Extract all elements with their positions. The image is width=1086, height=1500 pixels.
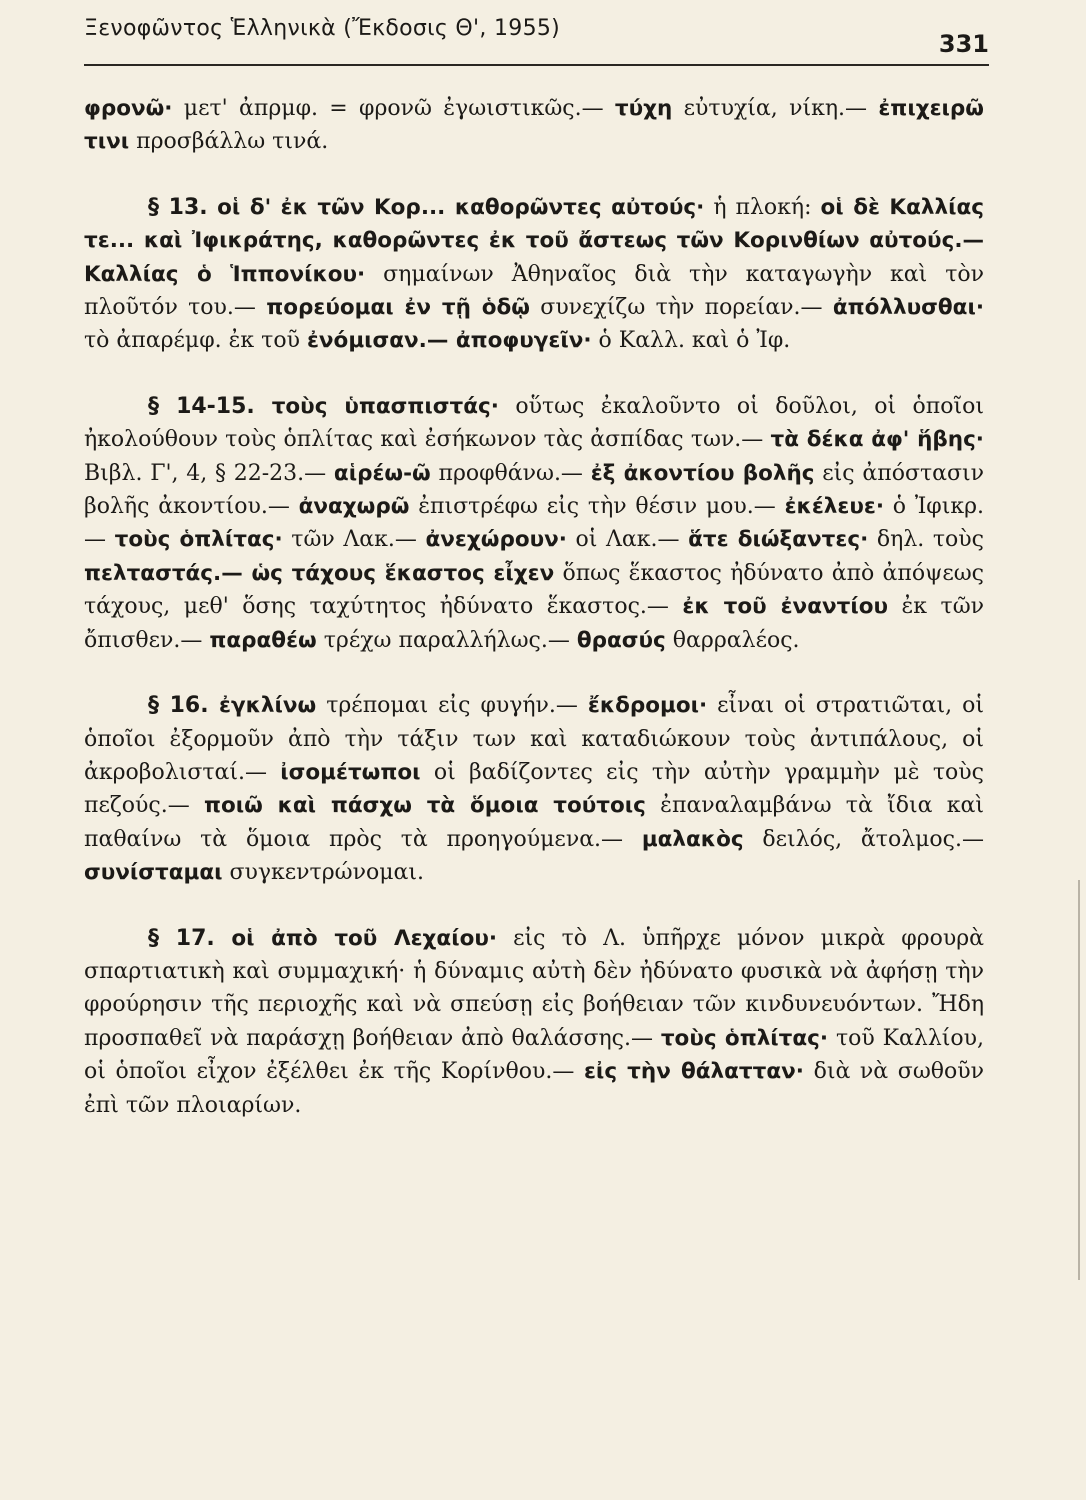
headword: μαλακὸς — [641, 826, 744, 852]
page-edge-shadow — [1070, 880, 1080, 1280]
gloss: προσβάλλω τινά. — [129, 129, 329, 155]
gloss: ἐκ τῶν ὄπισθεν.— — [84, 594, 985, 653]
gloss: σημαίνων Ἀθηναῖος διὰ τὴν καταγωγὴν καὶ τὸν πλοῦτόν του.— — [84, 261, 984, 321]
headword: εἰς τὴν θάλατταν· — [583, 1059, 804, 1085]
gloss: διὰ νὰ σωθοῦν ἐπὶ τῶν πλοιαρίων. — [84, 1059, 984, 1118]
headword: αἱρέω-ῶ — [333, 460, 431, 486]
headword: οἱ ἀπὸ τοῦ Λεχαίου· — [214, 925, 498, 951]
gloss: εἶναι οἱ στρατιῶται, οἱ ὁποῖοι ἐξορμοῦν ἀπὸ τὴν τάξιν των καὶ καταδιώκουν τοὺς ἀντιπάλους, οἱ ἀκροβολισταί.— — [84, 693, 984, 785]
gloss: ὁ Ἰφικρ.— — [84, 494, 985, 553]
gloss: μετ' ἀπρμφ. = φρονῶ ἐγωιστικῶς.— — [172, 96, 615, 121]
headword: συνίσταμαι — [84, 860, 223, 886]
headword: πελταστάς.— ὡς τάχους ἕκαστος εἶχεν — [84, 560, 555, 586]
headword: ἔκδρομοι· — [587, 693, 708, 719]
paragraph-section-17 — [84, 922, 984, 1122]
gloss: τοῦ Καλλίου, οἱ ὁποῖοι εἶχον ἐξέλθει ἐκ τῆς Κορίνθου.— — [84, 1025, 984, 1085]
headword: ἐξ ἀκοντίου βολῆς — [590, 460, 815, 486]
running-header — [84, 6, 989, 66]
headword: οἱ δὲ Καλλίας τε... καὶ Ἰφικράτης, καθορῶντες ἐκ τοῦ ἄστεως τῶν Κορινθίων αὐτούς.— Καλλίας ὁ Ἱππονίκου· — [84, 194, 984, 287]
headword: ἀναχωρῶ — [298, 494, 410, 520]
gloss: Βιβλ. Γ', 4, § 22-23.— — [84, 460, 334, 486]
headword: ἀνεχώρουν· — [425, 527, 567, 553]
section-number: § 13. — [148, 194, 208, 220]
headword: ἐπιχειρῶ τινι — [84, 96, 984, 155]
gloss: τρέχω παραλλήλως.— — [316, 627, 577, 653]
headword: τοὺς ὁπλίτας· — [114, 527, 283, 553]
headword: φρονῶ· — [84, 96, 173, 121]
gloss: προφθάνω.— — [430, 460, 591, 486]
gloss: ἡ πλοκή: — [704, 194, 821, 220]
gloss: τρέπομαι εἰς φυγήν.— — [316, 693, 588, 719]
gloss: εἰς ἀπόστασιν βολῆς ἀκοντίου.— — [84, 460, 985, 520]
paragraph-section-16 — [84, 689, 984, 889]
section-number: § 17. — [148, 925, 215, 951]
gloss: ὁ Καλλ. καὶ ὁ Ἰφ. — [591, 328, 791, 354]
gloss: τὸ ἀπαρέμφ. ἐκ τοῦ — [84, 328, 307, 354]
headword: πορεύομαι ἐν τῇ ὁδῷ — [266, 295, 530, 321]
headword: ἐνόμισαν.— ἀποφυγεῖν· — [306, 328, 592, 354]
gloss: τῶν Λακ.— — [282, 527, 426, 553]
headword: θρασύς — [576, 627, 666, 653]
headword: παραθέω — [209, 627, 317, 653]
gloss: ὅπως ἕκαστος ἠδύνατο ἀπὸ ἀπόψεως τάχους, μεθ' ὅσης ταχύτητος ἠδύνατο ἕκαστος.— — [84, 560, 984, 620]
gloss: δηλ. τοὺς — [868, 527, 984, 553]
gloss: εὐτυχία, νίκη.— — [672, 96, 879, 121]
section-number: § 14-15. — [148, 393, 255, 419]
commentary-text — [84, 92, 984, 1122]
headword: τοὺς ὑπασπιστάς· — [254, 393, 499, 419]
gloss: οὕτως ἐκαλοῦντο οἱ δοῦλοι, οἱ ὁποῖοι ἠκολούθουν τοὺς ὁπλίτας καὶ ἐσήκωνον τὰς ἀσπίδας των.— — [84, 393, 984, 453]
gloss: οἱ βαδίζοντες εἰς τὴν αὐτὴν γραμμὴν μὲ τοὺς πεζούς.— — [84, 759, 984, 819]
headword: τοὺς ὁπλίτας· — [660, 1025, 829, 1051]
headword: ἐκ τοῦ ἐναντίου — [682, 594, 888, 620]
headword: ἀπόλλυσθαι· — [832, 295, 984, 321]
book-title: Ξενοφῶντος Ἑλληνικὰ (Ἔκδοσις Θ', 1955) — [84, 16, 561, 41]
headword: ποιῶ καὶ πάσχω τὰ ὅμοια τούτοις — [204, 793, 646, 819]
gloss: ἐπιστρέφω εἰς τὴν θέσιν μου.— — [409, 494, 785, 520]
gloss: ἐπαναλαμβάνω τὰ ἴδια καὶ παθαίνω τὰ ὅμοια πρὸς τὰ προηγούμενα.— — [84, 793, 984, 852]
headword: ἰσομέτωποι — [280, 759, 421, 785]
headword: οἱ δ' ἐκ τῶν Κορ... καθορῶντες αὐτούς· — [207, 194, 705, 220]
gloss: δειλός, ἄτολμος.— — [743, 826, 984, 852]
headword: ἐγκλίνω — [208, 693, 317, 719]
headword: ἅτε διώξαντες· — [688, 527, 869, 553]
paragraph-intro — [84, 92, 984, 159]
gloss: συνεχίζω τὴν πορείαν.— — [529, 295, 833, 321]
headword: ἐκέλευε· — [784, 494, 885, 520]
paragraph-section-13 — [84, 191, 984, 358]
page-number: 331 — [938, 30, 989, 58]
headword: τύχη — [614, 96, 673, 121]
paragraph-section-14-15 — [84, 390, 984, 657]
gloss: οἱ Λακ.— — [566, 527, 689, 553]
headword: τὰ δέκα ἀφ' ἥβης· — [770, 427, 984, 453]
gloss: εἰς τὸ Λ. ὑπῆρχε μόνον μικρὰ φρουρὰ σπαρτιατικὴ καὶ συμμαχική· ἡ δύναμις αὐτὴ δὲν ἠδύνατο φυσικὰ νὰ ἀφήσῃ τὴν φρούρησιν τῆς περιοχῆς καὶ νὰ σπεύσῃ εἰς βοήθειαν τῶν κινδυνευόντων. Ἤδη προσπαθεῖ νὰ παράσχῃ βοήθειαν ἀπὸ θαλάσσης.— — [84, 925, 984, 1051]
gloss: συγκεντρώνομαι. — [222, 860, 424, 886]
gloss: θαρραλέος. — [665, 627, 800, 653]
section-number: § 16. — [148, 693, 209, 719]
